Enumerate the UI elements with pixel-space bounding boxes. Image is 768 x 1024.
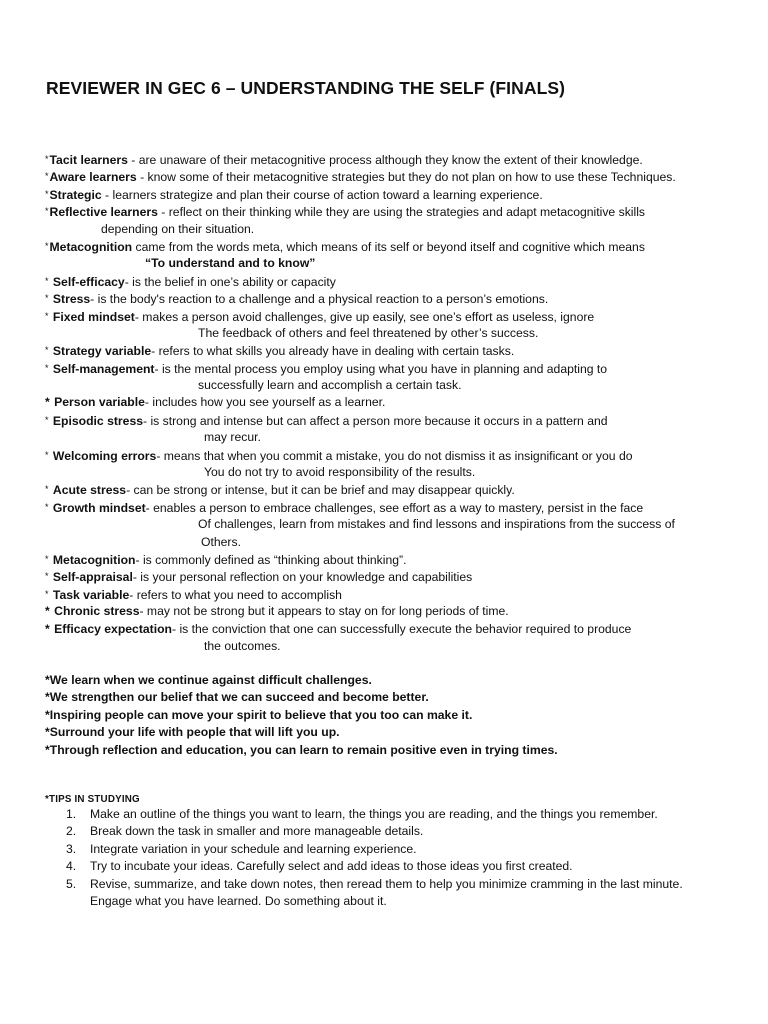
definition-text: - may not be strong but it appears to stay on for long periods of time.: [139, 604, 509, 619]
tip-number: 4.: [66, 859, 77, 874]
definition-text: - know some of their metacognitive strategies but they do not plan on how to use these Techniques.: [136, 170, 676, 185]
tip-text: Integrate variation in your schedule and learning experience.: [90, 841, 417, 856]
definition-item: [45, 481, 745, 498]
bullet-marker: *: [45, 310, 49, 321]
definition-text: - can be strong or intense, but it can be brief and may disappear quickly.: [126, 483, 515, 498]
definition-item: [45, 203, 745, 220]
bullet-marker: *: [45, 362, 49, 373]
definition-item: [45, 290, 745, 307]
motto-line: *Through reflection and education, you can learn to remain positive even in trying times.: [45, 742, 558, 757]
tip-text: Engage what you have learned. Do something about it.: [90, 894, 387, 909]
bullet-marker: *: [45, 275, 49, 286]
bullet-marker: *: [45, 484, 49, 495]
definition-item: [45, 168, 745, 185]
bullet-marker: *: [45, 395, 50, 410]
tip-text: Break down the task in smaller and more manageable details.: [90, 824, 424, 839]
tips-heading: *TIPS IN STUDYING: [45, 794, 140, 805]
definition-term: Stress: [52, 292, 91, 307]
definition-term: Self-management: [52, 361, 155, 376]
definition-text: - includes how you see yourself as a learner.: [144, 395, 386, 410]
definition-text: - reflect on their thinking while they are using the strategies and adapt metacognitive skills: [157, 205, 646, 220]
definition-item: [45, 568, 745, 585]
tip-number: 1.: [66, 807, 77, 821]
definition-text: - is strong and intense but can affect a person more because it occurs in a pattern and: [143, 413, 608, 428]
tip-item: [66, 841, 683, 858]
definition-text: - learners strategize and plan their course of action toward a learning experience.: [101, 187, 543, 202]
bullet-marker: *: [45, 621, 50, 636]
bullet-marker: *: [45, 571, 49, 582]
motto-line: *We learn when we continue against difficult challenges.: [45, 673, 372, 687]
bullet-marker: *: [45, 206, 49, 217]
definition-item: [45, 499, 745, 516]
definition-term: Acute stress: [52, 483, 127, 498]
definition-item: [45, 342, 745, 359]
definition-term: Person variable: [54, 395, 145, 410]
definition-text: - means that when you commit a mistake, you do not dismiss it as insignificant or you do: [156, 448, 633, 463]
definition-text: came from the words meta, which means of its self or beyond itself and cognitive which means: [132, 239, 645, 254]
tip-number: 2.: [66, 824, 77, 839]
tip-number: 3.: [66, 841, 77, 856]
definition-continuation: the outcomes.: [204, 638, 281, 653]
bullet-marker: *: [45, 188, 49, 199]
definition-continuation: may recur.: [204, 430, 261, 445]
definitions-list: [45, 151, 745, 655]
definition-term: Strategic: [49, 187, 102, 202]
definition-term: Tacit learners: [49, 153, 128, 167]
bullet-marker: *: [45, 240, 49, 251]
definition-term: Self-efficacy: [52, 274, 125, 289]
motto-list: [45, 672, 558, 759]
definition-item: [45, 238, 745, 255]
definition-term: Growth mindset: [52, 500, 146, 515]
definition-item: [45, 412, 745, 429]
tip-item: [66, 858, 683, 875]
tip-number: 5.: [66, 876, 77, 891]
definition-continuation: Others.: [201, 534, 241, 549]
definition-item: [45, 621, 745, 638]
tip-item: [66, 823, 683, 840]
definition-text: - refers to what skills you already have in dealing with certain tasks.: [151, 344, 515, 359]
definition-item: [45, 551, 745, 568]
definition-continuation: depending on their situation.: [101, 221, 255, 236]
bullet-marker: *: [45, 588, 49, 599]
definition-text: - are unaware of their metacognitive process although they know the extent of their knowledge.: [127, 153, 643, 167]
definition-text: - is commonly defined as “thinking about thinking”.: [135, 552, 407, 567]
tip-text: Make an outline of the things you want to learn, the things you are reading, and the things you remember.: [90, 807, 658, 821]
page-title: REVIEWER IN GEC 6 – UNDERSTANDING THE SELF (FINALS): [46, 78, 566, 98]
definition-item: [45, 447, 745, 464]
bullet-marker: *: [45, 501, 49, 512]
definition-term: Episodic stress: [52, 413, 143, 428]
bullet-marker: *: [45, 553, 49, 564]
tip-text: Revise, summarize, and take down notes, then reread them to help you minimize cramming in the last minute.: [90, 876, 683, 891]
definition-term: Metacognition: [49, 239, 133, 254]
bullet-marker: *: [45, 171, 49, 182]
definition-term: Efficacy expectation: [54, 621, 172, 636]
definition-continuation: You do not try to avoid responsibility of the results.: [204, 465, 476, 480]
motto-line: *We strengthen our belief that we can succeed and become better.: [45, 690, 429, 705]
definition-text: - is the belief in one’s ability or capacity: [124, 274, 336, 289]
motto-line: *Inspiring people can move your spirit to believe that you too can make it.: [45, 707, 473, 722]
bullet-marker: *: [45, 414, 49, 425]
definition-item: [45, 586, 745, 603]
definition-term: Fixed mindset: [52, 309, 135, 324]
tip-item: [66, 876, 683, 911]
definition-term: Metacognition: [52, 552, 136, 567]
bullet-marker: *: [45, 449, 49, 460]
definition-term: Reflective learners: [49, 205, 158, 220]
definition-text: - is the body's reaction to a challenge and a physical reaction to a person’s emotions.: [90, 292, 549, 307]
bullet-marker: *: [45, 154, 49, 164]
definition-term: Self-appraisal: [52, 570, 133, 585]
definition-text: - enables a person to embrace challenges, see effort as a way to mastery, persist in the face: [145, 500, 644, 515]
tips-list: [66, 806, 683, 910]
definition-text: - refers to what you need to accomplish: [129, 587, 342, 602]
definition-item: [45, 151, 745, 168]
definition-text: - is the conviction that one can successfully execute the behavior required to produce: [172, 621, 632, 636]
definition-continuation: The feedback of others and feel threatened by other’s success.: [198, 325, 539, 340]
definition-term: Chronic stress: [54, 604, 140, 619]
definition-term: Welcoming errors: [52, 448, 157, 463]
bullet-marker: *: [45, 604, 50, 619]
definition-term: Aware learners: [49, 170, 137, 185]
definition-continuation: “To understand and to know”: [145, 256, 316, 271]
definition-continuation: successfully learn and accomplish a certain task.: [198, 378, 462, 393]
definition-item: [45, 186, 745, 203]
definition-text: - is your personal reflection on your knowledge and capabilities: [132, 570, 473, 585]
definition-item: [45, 360, 745, 377]
definition-text: - makes a person avoid challenges, give up easily, see one’s effort as useless, ignore: [134, 309, 595, 324]
bullet-marker: *: [45, 293, 49, 304]
bullet-marker: *: [45, 345, 49, 356]
motto-line: *Surround your life with people that will lift you up.: [45, 725, 340, 740]
definition-item: [45, 273, 745, 290]
definition-term: Task variable: [52, 587, 130, 602]
definition-item: [45, 603, 745, 620]
tip-text: Try to incubate your ideas. Carefully select and add ideas to those ideas you first created.: [90, 859, 573, 874]
tip-item: [66, 806, 683, 823]
definition-term: Strategy variable: [52, 344, 152, 359]
definition-text: - is the mental process you employ using what you have in planning and adapting to: [154, 361, 608, 376]
definition-item: [45, 308, 745, 325]
definition-item: [45, 394, 745, 411]
definition-continuation: Of challenges, learn from mistakes and find lessons and inspirations from the success of: [198, 517, 675, 532]
